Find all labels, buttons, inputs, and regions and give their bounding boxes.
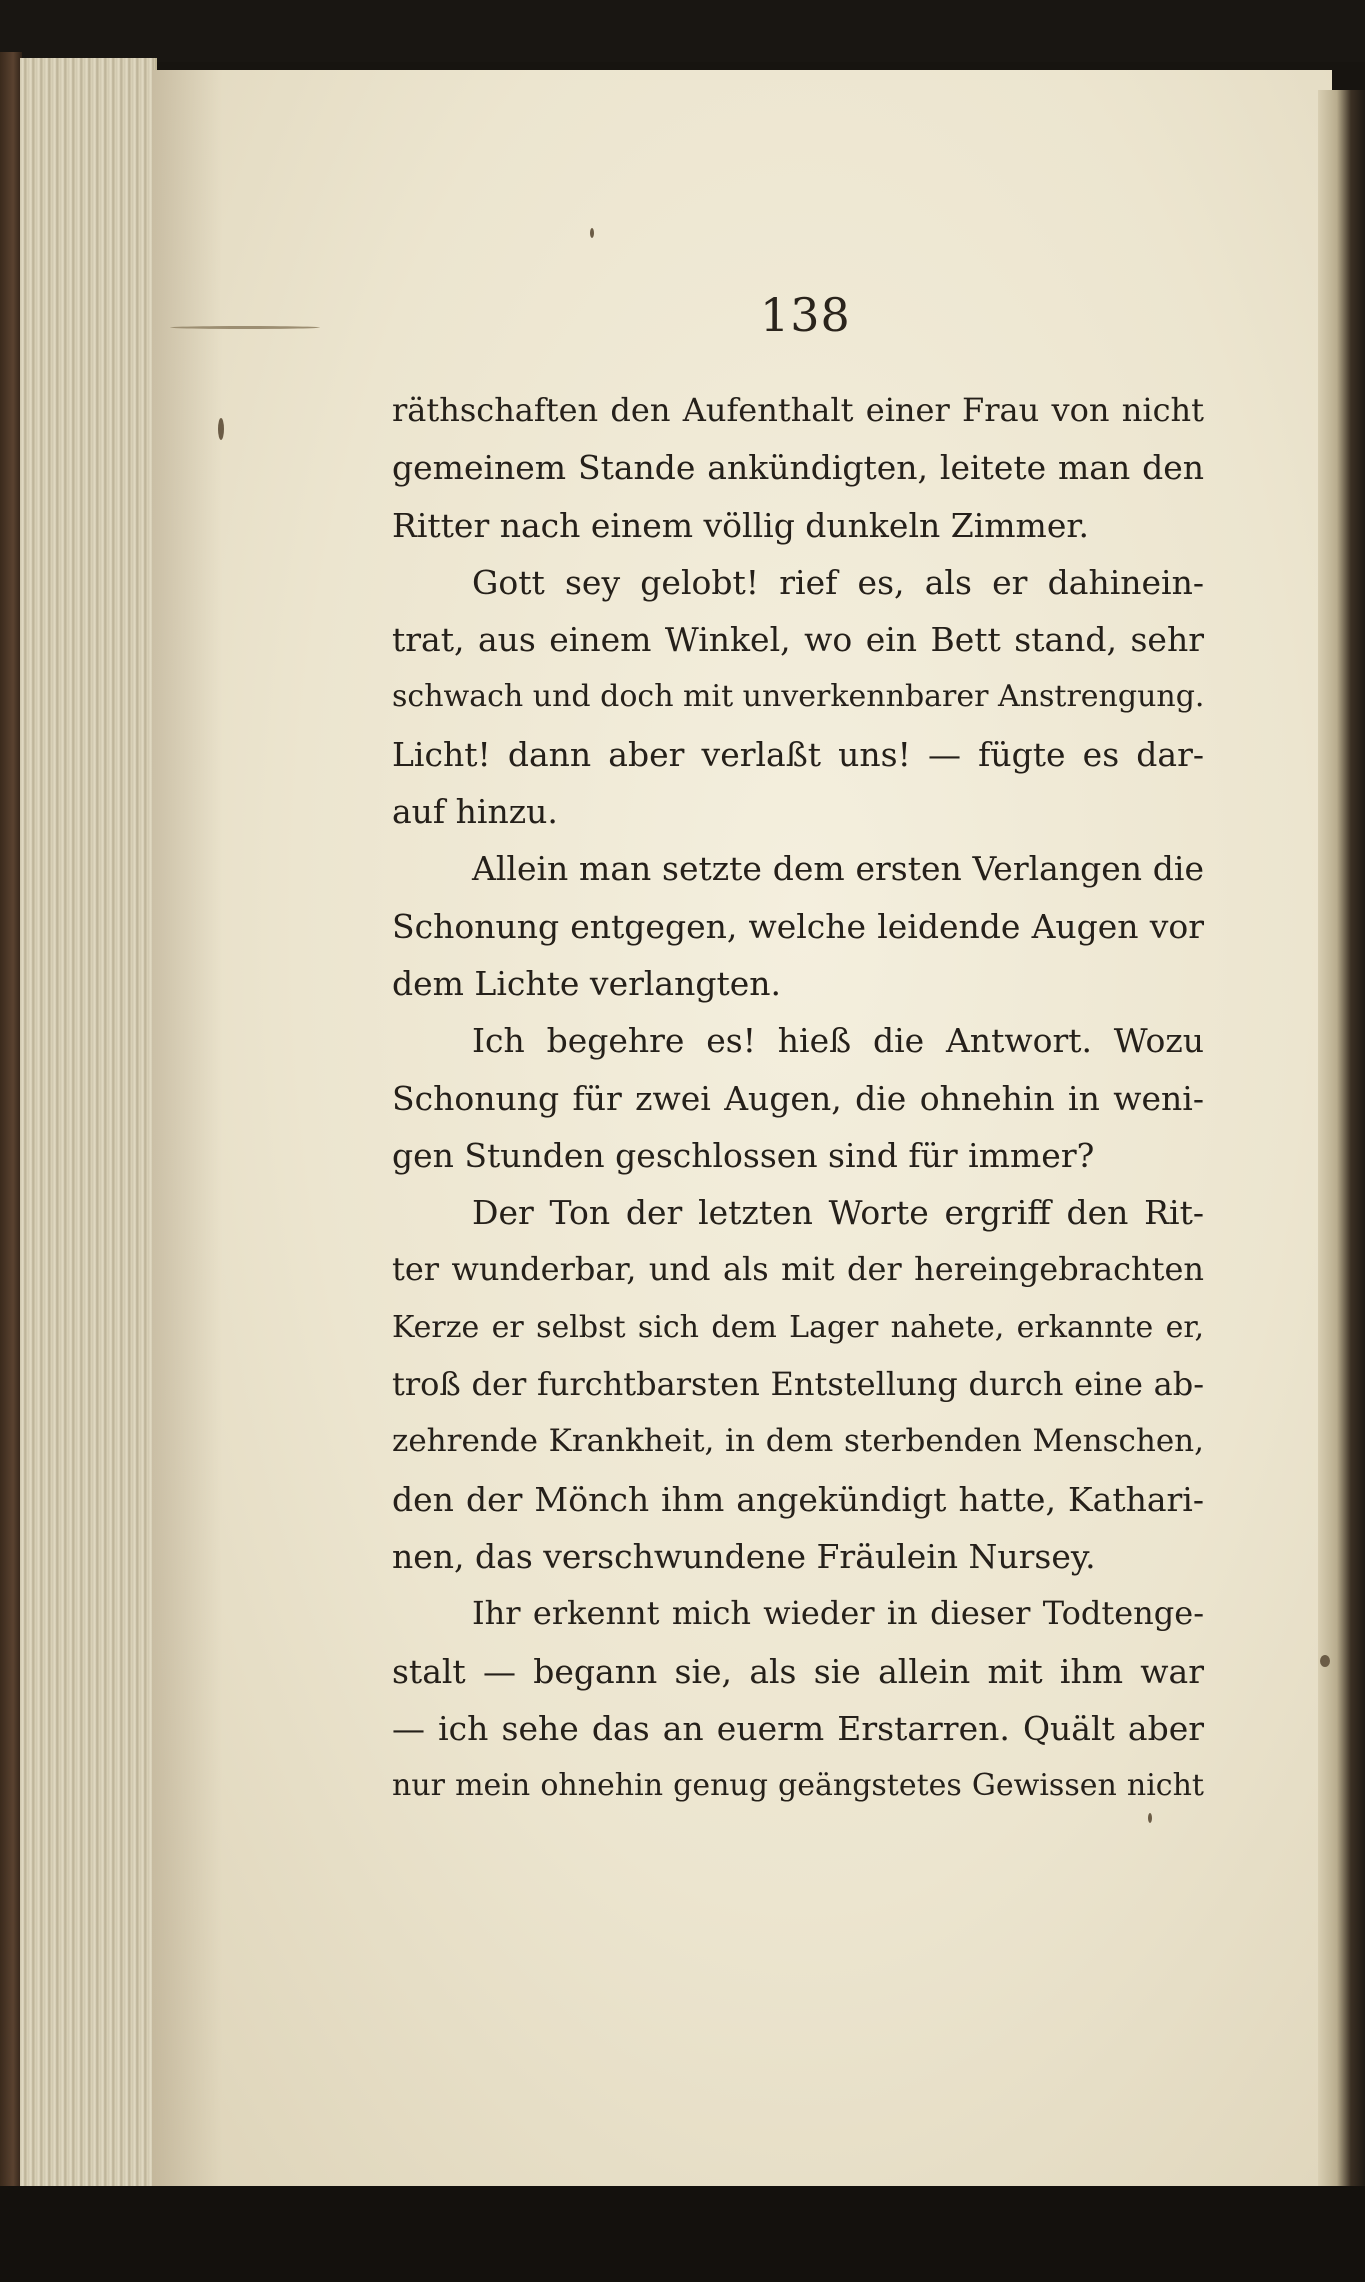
text-line: zehrende Krankheit, in dem sterbenden Menschen, <box>392 1423 1204 1460</box>
text-line: ter wunderbar, und als mit der hereingebrachten <box>392 1250 1204 1289</box>
text-line: Ritter nach einem völlig dunkeln Zimmer. <box>392 505 1089 545</box>
page-stack-edges <box>20 58 157 2188</box>
text-line: Ich begehre es! hieß die Antwort. Wozu <box>472 1021 1204 1061</box>
text-line: den der Mönch ihm angekündigt hatte, Kathari- <box>392 1479 1204 1519</box>
speck <box>1320 1655 1330 1667</box>
text-line: — ich sehe das an euerm Erstarren. Quält aber <box>392 1708 1204 1748</box>
book-cover-edge <box>0 52 22 2202</box>
body-text <box>392 382 1204 1814</box>
text-line: Kerze er selbst sich dem Lager nahete, erkannte er, <box>392 1309 1204 1345</box>
text-line: nur mein ohnehin genug geängstetes Gewissen nicht <box>392 1768 1204 1804</box>
speck <box>590 228 594 238</box>
text-line: Ihr erkennt mich wieder in dieser Todtenge- <box>472 1594 1204 1633</box>
text-line: Allein man setzte dem ersten Verlangen die <box>472 849 1204 889</box>
text-line: Schonung für zwei Augen, die ohnehin in weni- <box>392 1078 1204 1118</box>
text-line: troß der furchtbarsten Entstellung durch eine ab- <box>392 1365 1204 1404</box>
speck <box>218 418 224 440</box>
text-line: gemeinem Stande ankündigten, leitete man den <box>392 448 1204 488</box>
facing-page-edge <box>1318 90 1365 2190</box>
text-line: Gott sey gelobt! rief es, als er dahinein- <box>472 562 1204 602</box>
text-line: Licht! dann aber verlaßt uns! — fügte es dar- <box>392 734 1204 774</box>
gutter-shadow <box>152 70 222 2188</box>
text-line: räthschaften den Aufenthalt einer Frau von nicht <box>392 391 1204 429</box>
speck <box>170 326 320 329</box>
scan-background-bottom <box>0 2186 1365 2282</box>
speck <box>1148 1813 1152 1823</box>
text-line: nen, das verschwundene Fräulein Nursey. <box>392 1536 1096 1576</box>
text-line: dem Lichte verlangten. <box>392 963 782 1003</box>
text-line: stalt — begann sie, als sie allein mit ihm war <box>392 1651 1204 1691</box>
text-line: trat, aus einem Winkel, wo ein Bett stand, sehr <box>392 620 1204 660</box>
page-number: 138 <box>760 288 851 342</box>
scan-background-top <box>0 0 1365 62</box>
text-line: schwach und doch mit unverkennbarer Anstrengung. <box>392 679 1204 715</box>
text-line: gen Stunden geschlossen sind für immer? <box>392 1135 1095 1175</box>
text-line: Der Ton der letzten Worte ergriff den Rit- <box>472 1193 1204 1233</box>
text-line: Schonung entgegen, welche leidende Augen vor <box>392 906 1204 946</box>
text-line: auf hinzu. <box>392 792 558 832</box>
